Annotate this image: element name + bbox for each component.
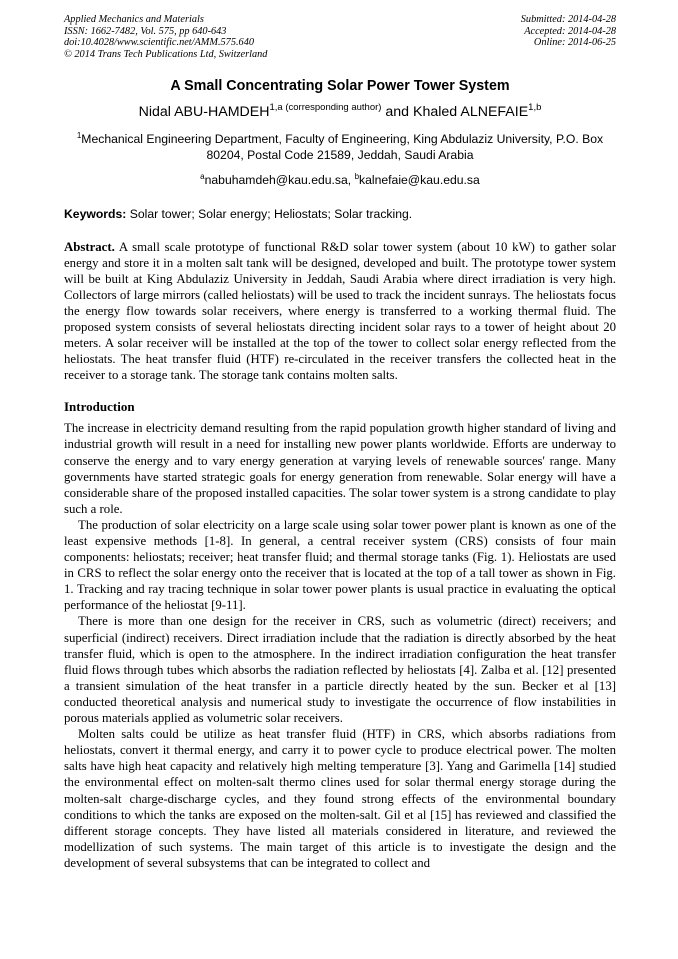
accepted-date: Accepted: 2014-04-28 bbox=[524, 25, 616, 37]
paper-title: A Small Concentrating Solar Power Tower System bbox=[170, 78, 510, 95]
doi: doi:10.4028/www.scientific.net/AMM.575.640 bbox=[64, 37, 254, 49]
email-line bbox=[64, 172, 616, 187]
author-2: Khaled ALNEFAIE bbox=[413, 104, 529, 121]
author-line bbox=[64, 104, 616, 120]
abstract-label: Abstract. bbox=[64, 239, 115, 254]
author-2-sup: 1,b bbox=[528, 102, 542, 114]
abstract-text: A small scale prototype of functional R&D solar tower system (about 10 kW) to gather solar energy and store it in a molten salt tank will be designed, developed and built. The prototype tower system will be built at King Abdulaziz University in Jeddah, Saudi Arabia where direct irradiation is very high. Collectors of large mirrors (called heliostats) will be used to track the incident sunrays. The heliostats focus the energy flow towards solar receivers, where energy is transferred to a working thermal fluid. The proposed system consists of several heliostats directing incident solar rays to a tower of height about 20 meters. A solar receiver will be installed at the top of the tower to collect solar energy reflected from the heliostats. The heat transfer fluid (HTF) re-circulated in the receiver transfers the collected heat in the receiver to a storage tank. The storage tank contains molten salts. bbox=[64, 239, 616, 383]
author-1-sup: 1,a (corresponding author) bbox=[269, 102, 382, 114]
email-b-sup: b bbox=[354, 172, 360, 182]
paper-page bbox=[64, 14, 616, 871]
intro-paragraph-2: The production of solar electricity on a large scale using solar tower power plant is known as one of the least expensive methods [1-8]. In general, a central receiver system (CRS) consists of four main components: heliostats; receiver; heat transfer fluid; and thermal storage tanks (Fig. 1). Heliostats are used in CRS to reflect the solar energy onto the receiver that is located at the top of a tall tower as shown in Fig. 1. Tracking and ray tracing technique in solar tower power plants is usual practice in evaluating the optical performance of the heliostat [9-11]. bbox=[64, 517, 616, 613]
keywords-text: Solar tower; Solar energy; Heliostats; Solar tracking. bbox=[129, 206, 413, 221]
journal-name: Applied Mechanics and Materials bbox=[64, 14, 204, 25]
keywords bbox=[64, 207, 616, 221]
email-b[interactable]: kalnefaie@kau.edu.sa bbox=[359, 173, 480, 188]
intro-paragraph-3: There is more than one design for the receiver in CRS, such as volumetric (direct) receivers; and superficial (indirect) receivers. Direct irradiation include that the radiation is directly absorbed by the heat transfer fluid, which is open to the atmosphere. In the indirect irradiation configuration the heat transfer fluid flows through tubes which absorbs the radiation reflected by heliostats [4]. Zalba et al. [12] presented a transient simulation of the heat transfer in a particle directly heated by the sun. Becker et al [13] conducted theoretical analysis and numerical study to investigate the occurrence of flow instabilities in porous materials applied as volumetric solar receivers. bbox=[64, 614, 616, 726]
journal-header bbox=[64, 14, 616, 60]
submitted-date: Submitted: 2014-04-28 bbox=[520, 14, 616, 25]
affiliation-text: Mechanical Engineering Department, Faculty of Engineering, King Abdulaziz University, P.O. Box 80204, Postal Code 21589, Jeddah, Saudi Arabia bbox=[81, 132, 604, 163]
keywords-label: Keywords: bbox=[64, 206, 127, 221]
online-date: Online: 2014-06-25 bbox=[533, 37, 616, 49]
intro-paragraph-4: Molten salts could be utilize as heat transfer fluid (HTF) in CRS, which absorbs radiations from heliostats, convert it thermal energy, and carry it to power cycle to produce electrical power. The molten salts have high heat capacity and relatively high melting temperature [3]. Yang and Garimella [14] studied the environmental effect on molten-salt thermo clines used for solar thermal energy storage during the molten-salt charge-discharge cycles, and they found strong effects of the environmental boundary conditions to which the tanks are exposed on the molten-salt. Gil et al [15] has reviewed and classified the different storage concepts. They have listed all materials considered in literature, and reviewed the modellization of such systems. The main target of this article is to investigate the design and the development of several subsystems that can be integrated to collect and bbox=[64, 727, 616, 870]
email-a[interactable]: nabuhamdeh@kau.edu.sa, bbox=[204, 173, 352, 188]
intro-paragraph-1: The increase in electricity demand resulting from the rapid population growth higher standard of living and industrial growth will result in a need for installing new power plants worldwide. Efforts are underway to conserve the energy and to vary energy generation at varying levels of renewable sources' range. Many governments have started strategic goals for energy generation from renewable. Solar energy will have a considerable share of the proposed installed capacities. The solar tower system is a strong candidate to play such a role. bbox=[64, 421, 616, 516]
publication-info bbox=[64, 14, 267, 60]
issn: ISSN: 1662-7482, Vol. 575, pp 640-643 bbox=[64, 25, 227, 37]
abstract bbox=[64, 239, 616, 384]
introduction-heading: Introduction bbox=[64, 399, 135, 415]
affiliation bbox=[64, 128, 616, 163]
email-a-sup: a bbox=[200, 172, 205, 182]
copyright: © 2014 Trans Tech Publications Ltd, Switzerland bbox=[64, 48, 268, 60]
author-connector: and bbox=[381, 104, 414, 121]
publication-dates bbox=[521, 14, 616, 60]
author-1: Nidal ABU-HAMDEH bbox=[138, 104, 270, 121]
affiliation-sup: 1 bbox=[76, 131, 82, 141]
